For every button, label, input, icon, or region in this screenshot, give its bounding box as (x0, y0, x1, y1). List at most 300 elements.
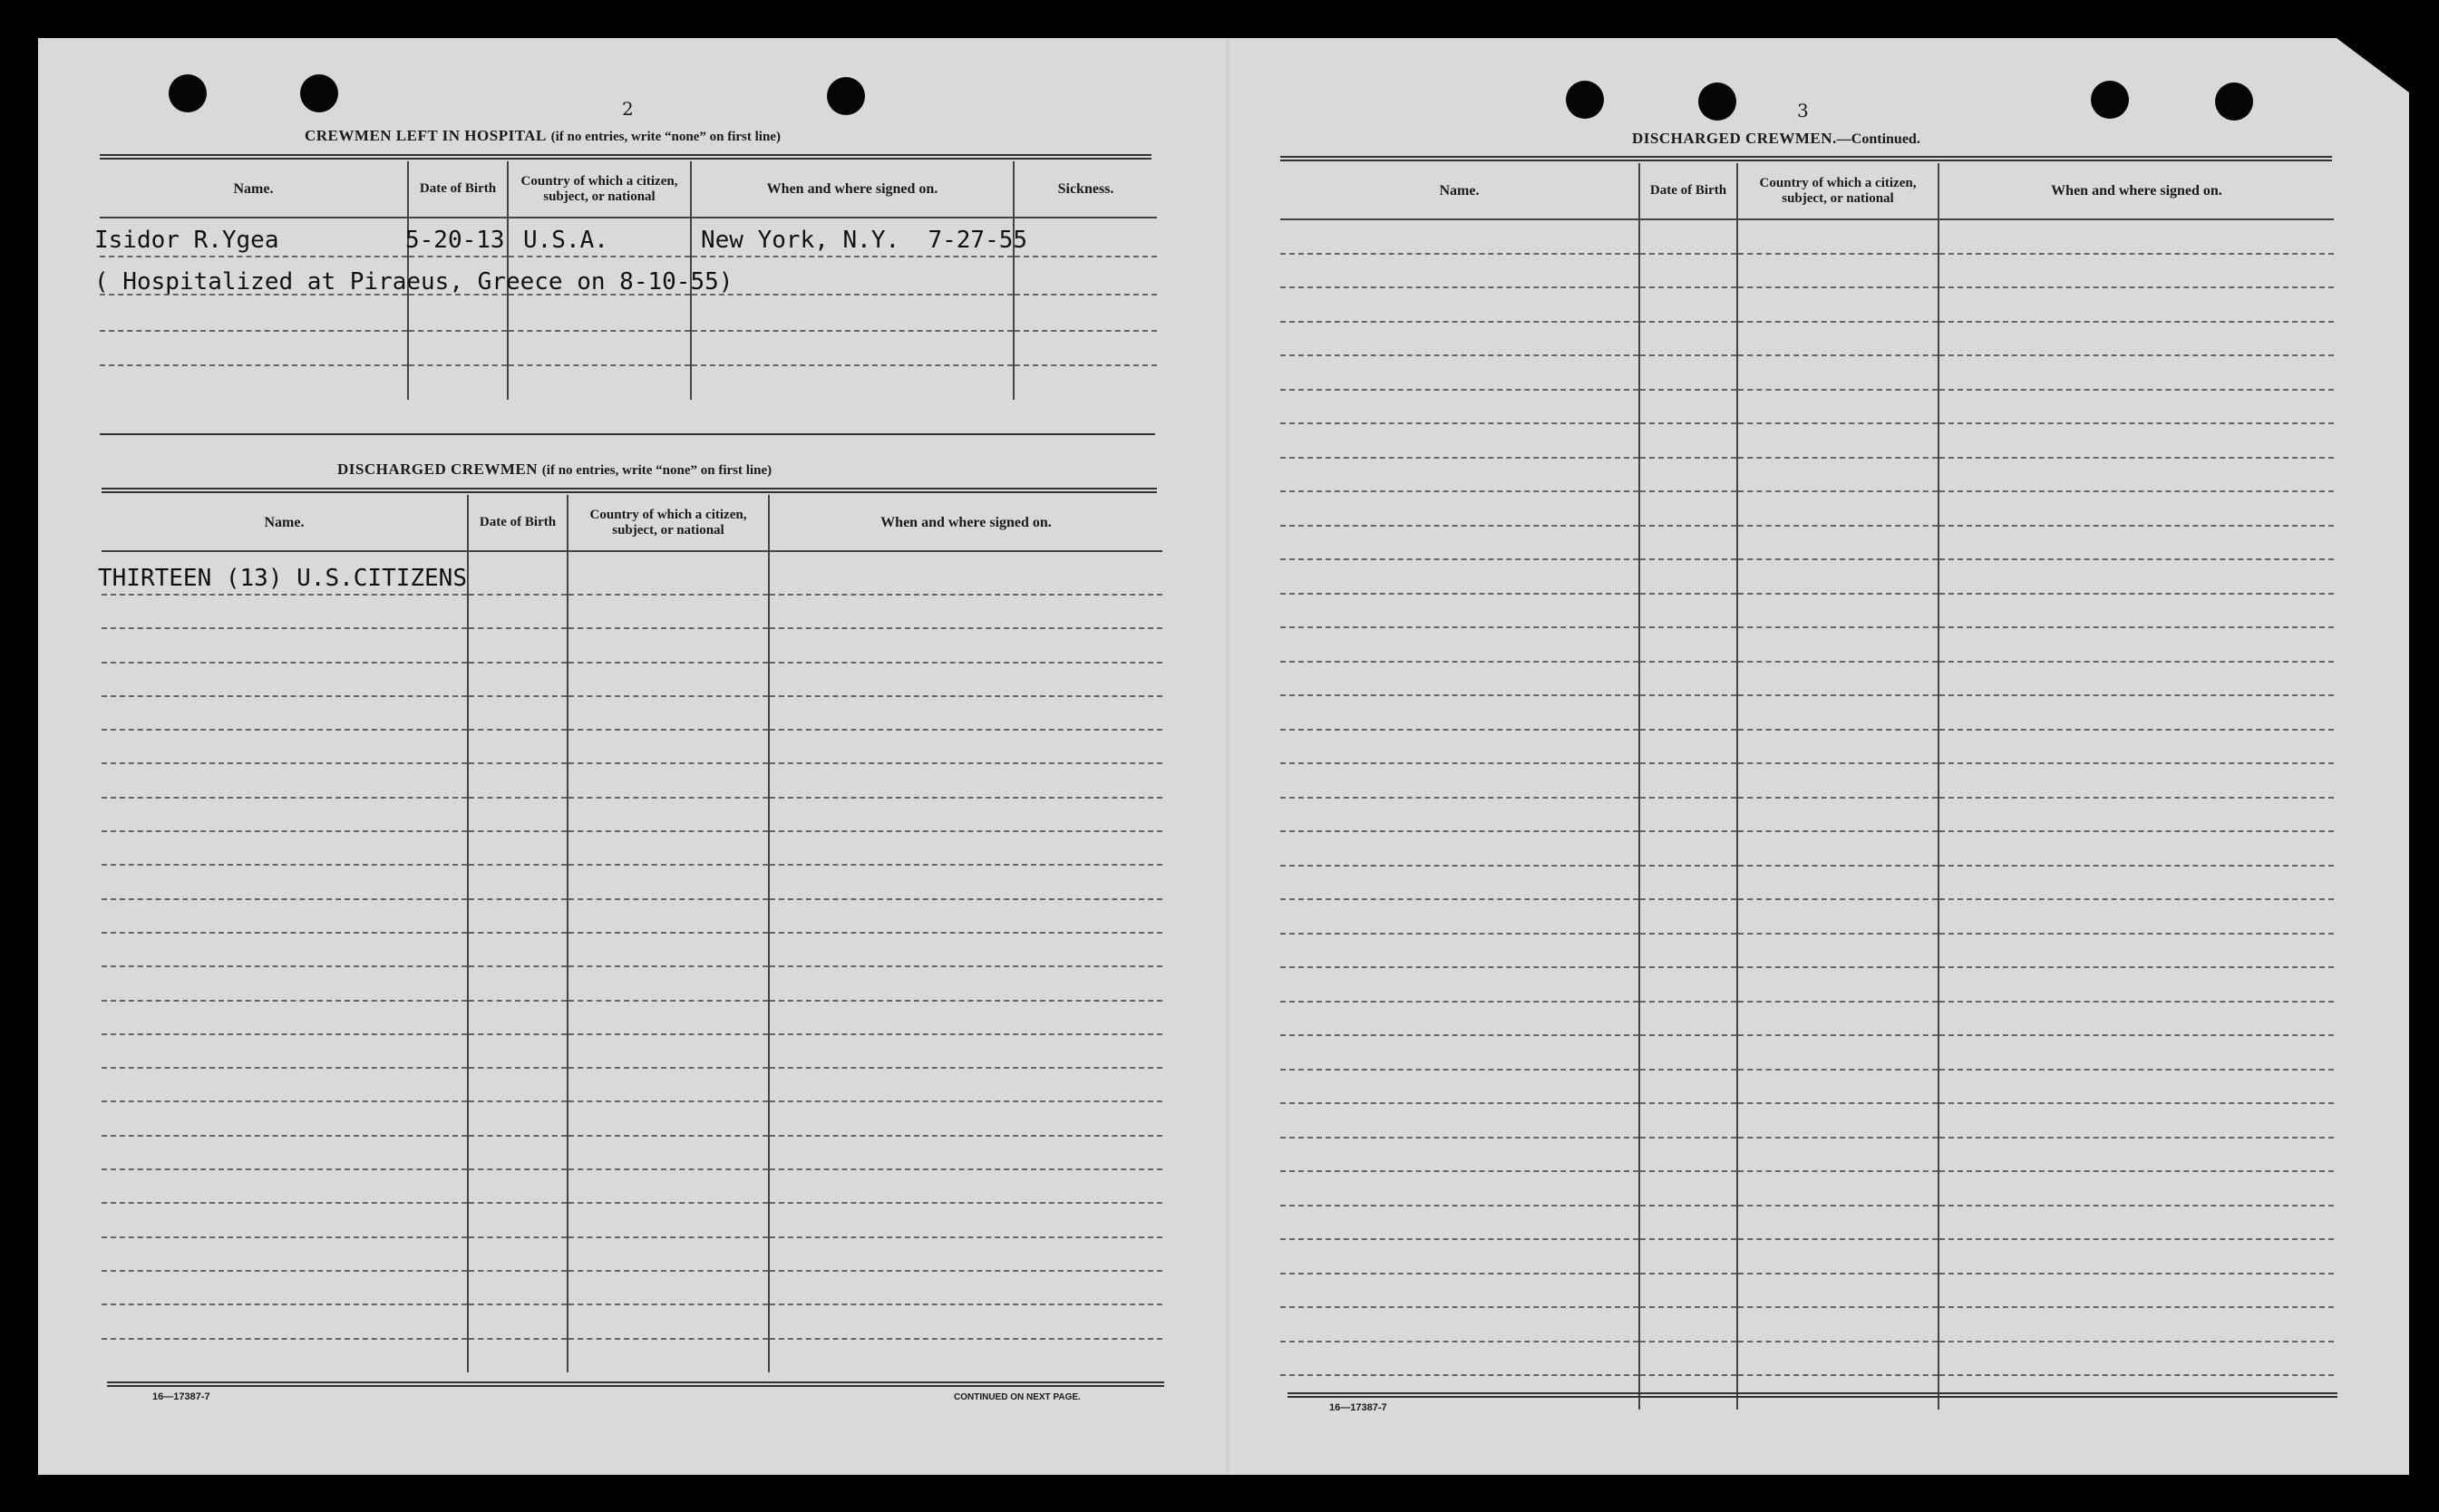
blank-cell (1939, 322, 2334, 356)
blank-cell (102, 763, 468, 797)
blank-cell (1280, 627, 1639, 662)
blank-cell (468, 798, 568, 831)
blank-cell (1280, 594, 1639, 628)
blank-row (102, 1304, 1162, 1338)
blank-cell (468, 1068, 568, 1101)
blank-cell (468, 1203, 568, 1236)
blank-cell (1939, 662, 2334, 696)
blank-cell (1639, 219, 1737, 254)
blank-cell (102, 1271, 468, 1304)
blank-row (1280, 322, 2334, 356)
blank-cell (1280, 1239, 1639, 1274)
blank-cell (769, 798, 1162, 831)
blank-cell (1939, 594, 2334, 628)
discharged-top-rule (102, 488, 1157, 493)
discharged-table-left (98, 495, 1162, 1372)
blank-row (102, 1034, 1162, 1068)
blank-cell (1280, 526, 1639, 560)
blank-cell (1737, 1002, 1939, 1036)
blank-cell (1639, 1070, 1737, 1104)
blank-cell (102, 663, 468, 696)
blank-row (1280, 763, 2334, 798)
blank-cell (1939, 458, 2334, 492)
blank-row (1280, 730, 2334, 764)
cell (691, 331, 1014, 365)
blank-cell (1939, 423, 2334, 458)
blank-cell (1737, 695, 1939, 730)
blank-cell (102, 696, 468, 730)
blank-cell (568, 966, 769, 1000)
blank-row (102, 1169, 1162, 1203)
blank-row (1280, 1171, 2334, 1206)
blank-cell (1280, 423, 1639, 458)
punch-hole (2091, 81, 2129, 119)
hospital-instruction: (if no entries, write “none” on first line) (550, 130, 781, 144)
blank-row (1280, 423, 2334, 458)
blank-row (102, 933, 1162, 966)
blank-cell (1737, 1171, 1939, 1206)
blank-cell (568, 1169, 769, 1203)
blank-cell (1737, 423, 1939, 458)
blank-cell (1639, 899, 1737, 934)
blank-cell (468, 1304, 568, 1338)
col-country: Country of which a citizen, subject, or national (1737, 163, 1939, 219)
blank-cell (1280, 967, 1639, 1002)
blank-row (1280, 1070, 2334, 1104)
cell (1014, 295, 1157, 331)
blank-row (1280, 458, 2334, 492)
blank-cell (1939, 967, 2334, 1002)
blank-cell (1280, 390, 1639, 424)
blank-cell (1737, 1274, 1939, 1308)
blank-row (1280, 627, 2334, 662)
blank-cell (769, 763, 1162, 797)
cell (408, 295, 508, 331)
blank-cell (1639, 287, 1737, 322)
blank-cell (568, 1203, 769, 1236)
blank-cell (1737, 1206, 1939, 1240)
discharged-bottom-rule (107, 1381, 1164, 1387)
blank-cell (1939, 866, 2334, 900)
blank-cell (568, 1034, 769, 1068)
blank-cell (102, 1339, 468, 1372)
blank-cell (468, 933, 568, 966)
blank-row (102, 865, 1162, 898)
punch-hole (1566, 81, 1604, 119)
blank-cell (468, 1237, 568, 1271)
blank-cell (1639, 934, 1737, 968)
blank-cell (1639, 254, 1737, 288)
blank-cell (102, 628, 468, 662)
blank-cell (1737, 967, 1939, 1002)
blank-cell (769, 831, 1162, 865)
punch-hole (2215, 82, 2253, 121)
blank-cell (1280, 1342, 1639, 1376)
blank-row (1280, 1274, 2334, 1308)
cell (100, 331, 408, 365)
blank-cell (769, 1304, 1162, 1338)
blank-cell (769, 1034, 1162, 1068)
blank-cell (568, 1304, 769, 1338)
blank-cell (568, 798, 769, 831)
blank-cell (769, 1169, 1162, 1203)
blank-cell (1639, 627, 1737, 662)
col-signed-on: When and where signed on. (769, 495, 1162, 551)
cell-dob (468, 551, 568, 595)
blank-cell (1639, 1206, 1737, 1240)
blank-cell (468, 1136, 568, 1169)
blank-cell (468, 1339, 568, 1372)
blank-cell (1939, 1171, 2334, 1206)
discharged-title-text: DISCHARGED CREWMEN (337, 460, 539, 478)
blank-cell (468, 595, 568, 628)
blank-row (102, 1101, 1162, 1135)
blank-row (1280, 899, 2334, 934)
blank-cell (769, 1001, 1162, 1034)
blank-cell (568, 899, 769, 933)
right-top-rule (1280, 156, 2332, 161)
blank-cell (1737, 1239, 1939, 1274)
blank-cell (1280, 491, 1639, 526)
cell-name (94, 218, 408, 257)
blank-cell (468, 1271, 568, 1304)
blank-cell (769, 1101, 1162, 1135)
blank-row (1280, 831, 2334, 866)
col-sickness: Sickness. (1014, 161, 1157, 218)
blank-row (1280, 1103, 2334, 1138)
blank-cell (1280, 763, 1639, 798)
blank-cell (1639, 526, 1737, 560)
blank-cell (1939, 763, 2334, 798)
discharged-entry: THIRTEEN (13) U.S.CITIZENS (98, 565, 467, 592)
blank-cell (769, 696, 1162, 730)
form-number-left: 16—17387-7 (152, 1391, 210, 1402)
blank-cell (1939, 1342, 2334, 1376)
blank-row (1280, 1035, 2334, 1070)
blank-cell (102, 1101, 468, 1135)
blank-row (102, 763, 1162, 797)
blank-cell (1280, 1307, 1639, 1342)
blank-cell (1939, 1239, 2334, 1274)
blank-row (102, 1136, 1162, 1169)
punch-hole (169, 74, 207, 112)
blank-row (102, 966, 1162, 1000)
cell (408, 331, 508, 365)
blank-cell (1939, 1103, 2334, 1138)
blank-cell (568, 628, 769, 662)
col-dob: Date of Birth (408, 161, 508, 218)
blank-row (1280, 1206, 2334, 1240)
blank-cell (1939, 491, 2334, 526)
cell (691, 365, 1014, 400)
hospital-section-title (305, 127, 781, 145)
cell-name (98, 551, 468, 595)
col-signed-on: When and where signed on. (1939, 163, 2334, 219)
blank-cell (568, 1136, 769, 1169)
blank-cell (769, 966, 1162, 1000)
blank-cell (1280, 695, 1639, 730)
blank-cell (102, 798, 468, 831)
blank-cell (568, 1271, 769, 1304)
blank-cell (468, 663, 568, 696)
cell (508, 295, 691, 331)
blank-cell (1939, 934, 2334, 968)
blank-cell (1280, 1274, 1639, 1308)
blank-cell (1639, 559, 1737, 594)
col-dob: Date of Birth (468, 495, 568, 551)
cell (408, 365, 508, 400)
blank-cell (769, 1136, 1162, 1169)
blank-cell (102, 1136, 468, 1169)
blank-cell (1639, 730, 1737, 764)
blank-cell (468, 730, 568, 763)
blank-row (102, 831, 1162, 865)
torn-corner (2337, 38, 2409, 92)
blank-cell (1737, 390, 1939, 424)
blank-row (1280, 1239, 2334, 1274)
blank-cell (102, 865, 468, 898)
col-country: Country of which a citizen, subject, or national (508, 161, 691, 218)
blank-cell (1737, 491, 1939, 526)
blank-cell (468, 1101, 568, 1135)
blank-row (102, 1339, 1162, 1372)
blank-cell (1737, 254, 1939, 288)
blank-cell (1737, 1307, 1939, 1342)
blank-cell (102, 595, 468, 628)
cell (691, 257, 1014, 295)
hospitalized-note: ( Hospitalized at Piraeus, Greece on 8-10-55) (94, 268, 734, 296)
punch-hole (300, 74, 338, 112)
blank-cell (1737, 559, 1939, 594)
blank-cell (102, 1203, 468, 1236)
blank-cell (1639, 390, 1737, 424)
blank-cell (102, 1169, 468, 1203)
blank-row (1280, 695, 2334, 730)
blank-cell (1280, 866, 1639, 900)
blank-row (1280, 798, 2334, 832)
blank-cell (1280, 1138, 1639, 1172)
blank-cell (1639, 1171, 1737, 1206)
blank-cell (1737, 1035, 1939, 1070)
cell (508, 331, 691, 365)
cell (691, 295, 1014, 331)
blank-cell (1737, 798, 1939, 832)
blank-cell (1639, 1002, 1737, 1036)
blank-row (1280, 254, 2334, 288)
blank-cell (1280, 219, 1639, 254)
blank-cell (1737, 219, 1939, 254)
blank-cell (769, 865, 1162, 898)
cell-signed-on (769, 551, 1162, 595)
blank-cell (1939, 831, 2334, 866)
blank-cell (1280, 355, 1639, 390)
discharged-table-right (1280, 163, 2334, 1410)
blank-cell (1280, 254, 1639, 288)
blank-row (102, 696, 1162, 730)
blank-cell (1737, 287, 1939, 322)
blank-cell (1939, 730, 2334, 764)
blank-cell (1639, 662, 1737, 696)
blank-cell (1639, 1138, 1737, 1172)
page-number-left: 2 (622, 98, 634, 120)
blank-cell (1280, 1171, 1639, 1206)
blank-cell (1280, 322, 1639, 356)
continued-note: CONTINUED ON NEXT PAGE. (954, 1392, 1081, 1402)
blank-cell (769, 663, 1162, 696)
blank-cell (568, 831, 769, 865)
cell (100, 365, 408, 400)
blank-cell (1737, 1103, 1939, 1138)
blank-cell (1939, 1002, 2334, 1036)
page-number-right: 3 (1797, 100, 1809, 121)
blank-cell (1737, 627, 1939, 662)
cell-dob (405, 218, 508, 257)
blank-cell (568, 763, 769, 797)
blank-cell (1939, 526, 2334, 560)
blank-cell (1639, 491, 1737, 526)
discharged-instruction: (if no entries, write “none” on first line) (541, 463, 773, 478)
blank-cell (769, 1339, 1162, 1372)
blank-cell (1280, 662, 1639, 696)
blank-cell (1939, 798, 2334, 832)
blank-row (102, 1271, 1162, 1304)
blank-cell (1280, 1002, 1639, 1036)
blank-cell (102, 730, 468, 763)
crew-dob: 5-20-13 (405, 227, 505, 254)
cell (508, 365, 691, 400)
blank-cell (102, 1034, 468, 1068)
blank-cell (769, 730, 1162, 763)
blank-cell (1737, 322, 1939, 356)
blank-cell (1939, 1274, 2334, 1308)
punch-hole (1698, 82, 1736, 121)
blank-cell (568, 865, 769, 898)
blank-cell (1280, 1035, 1639, 1070)
continued-title-text: DISCHARGED CREWMEN. (1632, 130, 1837, 147)
hospital-top-rule (100, 154, 1151, 160)
cell (1014, 257, 1157, 295)
blank-cell (102, 966, 468, 1000)
blank-cell (1639, 1342, 1737, 1376)
page-fold (1226, 38, 1229, 1475)
blank-cell (1737, 662, 1939, 696)
blank-cell (1939, 1035, 2334, 1070)
blank-row (102, 1237, 1162, 1271)
cell-sickness (1014, 218, 1157, 257)
blank-cell (1639, 1239, 1737, 1274)
blank-row (1280, 1342, 2334, 1376)
blank-cell (1939, 1307, 2334, 1342)
blank-row (1280, 594, 2334, 628)
blank-row (102, 1068, 1162, 1101)
blank-cell (1280, 458, 1639, 492)
cell (1014, 365, 1157, 400)
hospital-title-text: CREWMEN LEFT IN HOSPITAL (305, 127, 547, 144)
blank-cell (1939, 695, 2334, 730)
right-bottom-rule (1288, 1392, 2337, 1398)
blank-row (1280, 526, 2334, 560)
blank-cell (102, 831, 468, 865)
blank-cell (1639, 1307, 1737, 1342)
blank-cell (568, 663, 769, 696)
blank-cell (1280, 730, 1639, 764)
blank-cell (468, 966, 568, 1000)
blank-row (102, 730, 1162, 763)
blank-cell (1939, 355, 2334, 390)
cell (100, 295, 408, 331)
blank-cell (1939, 899, 2334, 934)
blank-row (102, 899, 1162, 933)
blank-row (102, 798, 1162, 831)
blank-row (1280, 1002, 2334, 1036)
blank-cell (1639, 798, 1737, 832)
blank-cell (1939, 219, 2334, 254)
blank-row (1280, 491, 2334, 526)
blank-cell (1737, 730, 1939, 764)
blank-cell (1737, 1138, 1939, 1172)
blank-cell (102, 933, 468, 966)
blank-cell (1639, 355, 1737, 390)
form-number-right: 16—17387-7 (1329, 1402, 1387, 1413)
blank-row (1280, 934, 2334, 968)
blank-cell (568, 595, 769, 628)
blank-row (1280, 287, 2334, 322)
blank-cell (1639, 1035, 1737, 1070)
blank-cell (1939, 1206, 2334, 1240)
blank-cell (1280, 831, 1639, 866)
blank-cell (1639, 458, 1737, 492)
blank-cell (1280, 798, 1639, 832)
blank-cell (1737, 355, 1939, 390)
col-country: Country of which a citizen, subject, or national (568, 495, 769, 551)
blank-cell (1737, 526, 1939, 560)
discharged-continued-title (1632, 130, 1920, 148)
blank-cell (769, 933, 1162, 966)
blank-cell (1639, 423, 1737, 458)
blank-row (1280, 219, 2334, 254)
blank-row (1280, 559, 2334, 594)
blank-cell (102, 1068, 468, 1101)
cell-signed-on (691, 218, 1028, 257)
crew-name: Isidor R.Ygea (94, 227, 279, 254)
blank-cell (568, 1237, 769, 1271)
blank-cell (568, 1068, 769, 1101)
blank-cell (1939, 1070, 2334, 1104)
blank-cell (568, 1339, 769, 1372)
blank-cell (1280, 1103, 1639, 1138)
blank-cell (769, 1203, 1162, 1236)
blank-cell (1737, 594, 1939, 628)
blank-cell (1737, 866, 1939, 900)
blank-cell (468, 831, 568, 865)
punch-hole (827, 77, 865, 115)
blank-cell (468, 628, 568, 662)
blank-cell (1939, 559, 2334, 594)
blank-cell (1280, 559, 1639, 594)
blank-row (1280, 1138, 2334, 1172)
blank-cell (1280, 287, 1639, 322)
blank-cell (1737, 831, 1939, 866)
blank-cell (1639, 594, 1737, 628)
blank-cell (468, 1034, 568, 1068)
blank-cell (468, 1001, 568, 1034)
blank-row (102, 663, 1162, 696)
blank-cell (1737, 1070, 1939, 1104)
blank-row (1280, 1307, 2334, 1342)
blank-cell (1939, 627, 2334, 662)
blank-cell (1737, 458, 1939, 492)
blank-cell (1639, 866, 1737, 900)
